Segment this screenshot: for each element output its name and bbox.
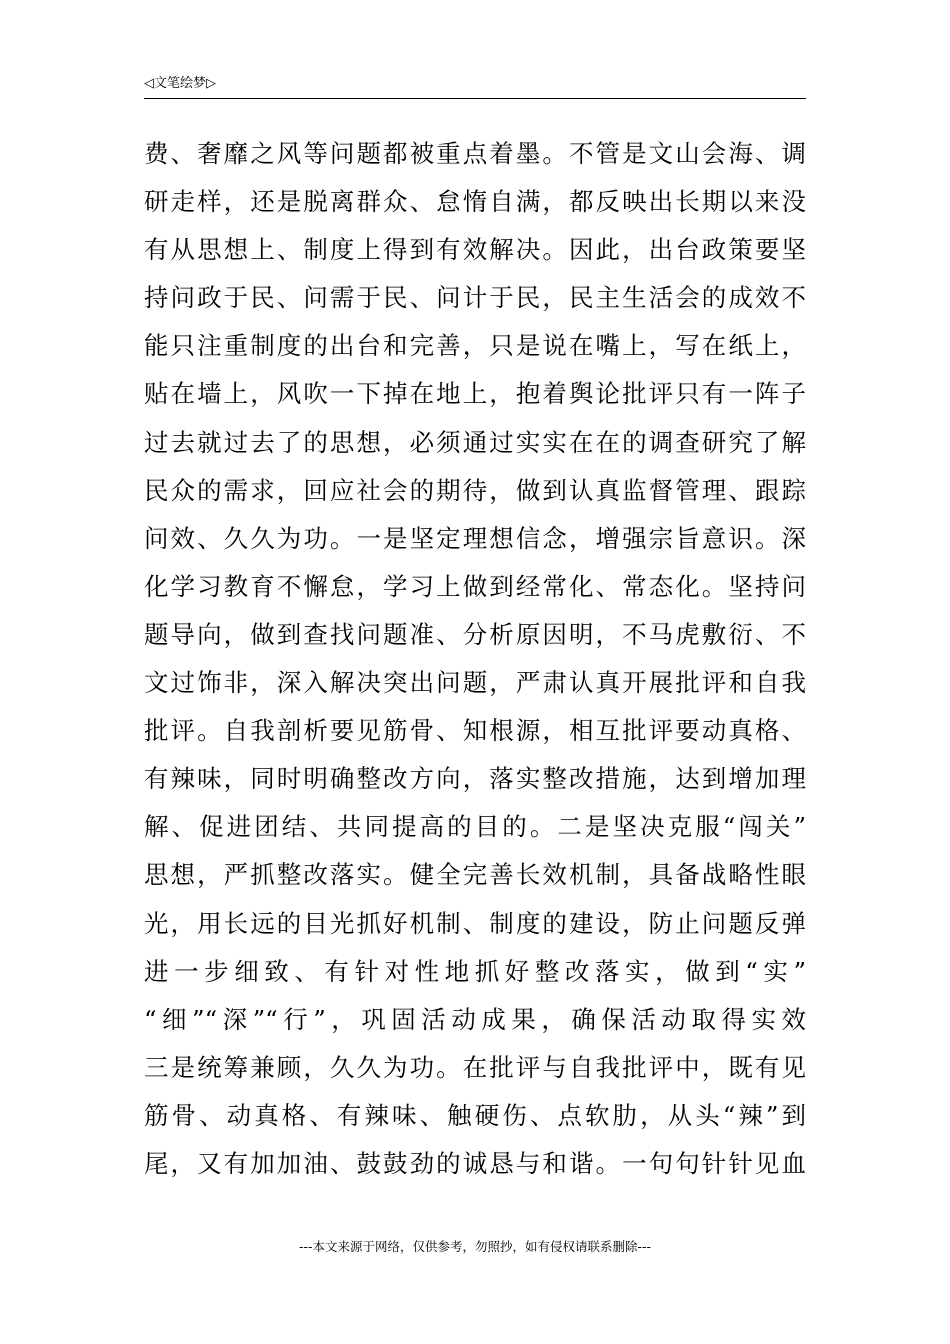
body-line: 解、促进团结、共同提高的目的。二是坚决克服“闯关” <box>144 812 806 842</box>
body-line: 进一步细致、有针对性地抓好整改落实，做到“实” <box>144 956 806 986</box>
document-body <box>144 130 806 1188</box>
body-line: “细”“深”“行”，巩固活动成果，确保活动取得实效 <box>144 1004 806 1034</box>
body-line: 持问政于民、问需于民、问计于民，民主生活会的成效不 <box>144 283 806 313</box>
body-line: 题导向，做到查找问题准、分析原因明，不马虎敷衍、不 <box>144 619 806 649</box>
body-line: 贴在墙上，风吹一下掉在地上，抱着舆论批评只有一阵子 <box>144 379 806 409</box>
body-line: 思想，严抓整改落实。健全完善长效机制，具备战略性眼 <box>144 860 806 890</box>
body-line: 尾，又有加加油、鼓鼓劲的诚恳与和谐。一句句针针见血 <box>144 1148 806 1178</box>
body-line: 费、奢靡之风等问题都被重点着墨。不管是文山会海、调 <box>144 139 806 168</box>
footer-disclaimer: ---本文来源于网络，仅供参考，勿照抄，如有侵权请联系删除--- <box>298 1239 652 1254</box>
body-line: 筋骨、动真格、有辣味、触硬伤、点软肋，从头“辣”到 <box>144 1100 806 1130</box>
body-line: 文过饰非，深入解决突出问题，严肃认真开展批评和自我 <box>144 668 806 698</box>
body-line: 能只注重制度的出台和完善，只是说在嘴上，写在纸上， <box>144 331 806 361</box>
body-line: 三是统筹兼顾，久久为功。在批评与自我批评中，既有见 <box>144 1052 806 1082</box>
page-header <box>144 72 806 99</box>
body-line: 化学习教育不懈怠，学习上做到经常化、常态化。坚持问 <box>144 571 806 601</box>
body-line: 批评。自我剖析要见筋骨、知根源，相互批评要动真格、 <box>144 716 806 746</box>
body-line: 过去就过去了的思想，必须通过实实在在的调查研究了解 <box>144 427 806 457</box>
body-line: 有辣味，同时明确整改方向，落实整改措施，达到增加理 <box>144 764 806 794</box>
body-line: 有从思想上、制度上得到有效解决。因此，出台政策要坚 <box>144 235 806 265</box>
body-line: 光，用长远的目光抓好机制、制度的建设，防止问题反弹 <box>144 908 806 938</box>
body-line: 问效、久久为功。一是坚定理想信念，增强宗旨意识。深 <box>144 523 806 553</box>
body-line: 研走样，还是脱离群众、怠惰自满，都反映出长期以来没 <box>144 187 806 217</box>
header-title: ◁文笔绘梦▷ <box>144 76 216 91</box>
body-line: 民众的需求，回应社会的期待，做到认真监督管理、跟踪 <box>144 475 806 505</box>
